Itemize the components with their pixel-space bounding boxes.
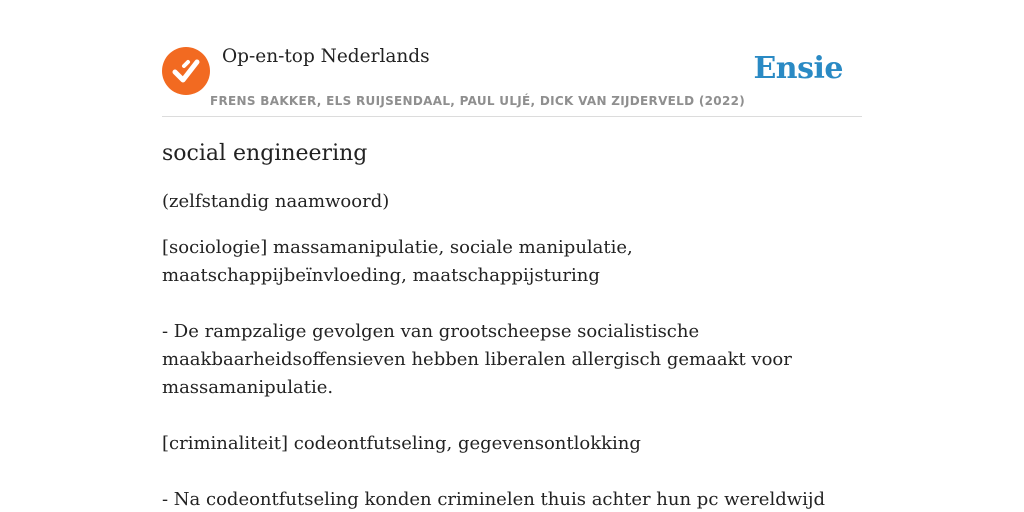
entry-definition (162, 234, 862, 512)
example-paragraph: - De rampzalige gevolgen van grootscheepse socialistische maakbaarheidsoffensieven hebben liberalen allergisch gemaakt voor massamanipulatie. (162, 321, 792, 398)
source-title[interactable]: Op-en-top Nederlands (222, 46, 430, 67)
logo-circle (162, 47, 210, 95)
definition-paragraph: [criminaliteit] codeontfutseling, gegevensontlokking (162, 433, 641, 454)
checkmark-badge-icon (162, 47, 210, 95)
example-paragraph: - Na codeontfutseling konden criminelen thuis achter hun pc wereldwijd (162, 489, 825, 510)
definition-paragraph: [sociologie] massamanipulatie, sociale manipulatie, maatschappijbeïnvloeding, maatschappijsturing (162, 237, 633, 286)
entry-headword: social engineering (162, 141, 368, 166)
entry-content (162, 136, 862, 512)
logo-check-small (184, 62, 188, 66)
entry-card (162, 0, 862, 512)
source-authors: FRENS BAKKER, ELS RUIJSENDAAL, PAUL ULJÉ, DICK VAN ZIJDERVELD (2022) (210, 94, 746, 108)
ensie-logo[interactable]: Ensie (753, 51, 843, 86)
part-of-speech: (zelfstandig naamwoord) (162, 191, 390, 212)
source-header (162, 0, 862, 117)
